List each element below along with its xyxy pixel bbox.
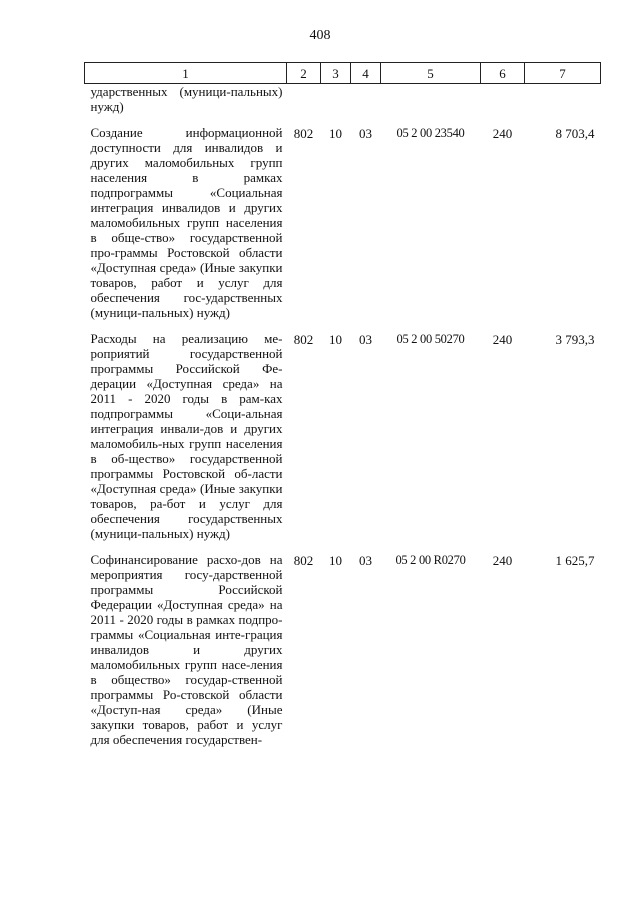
row-col2: 802 <box>293 126 314 141</box>
row-col7: 8 703,4 <box>555 126 595 141</box>
row-description: ударственных (муници-пальных) нужд) <box>90 84 283 114</box>
row-col3 <box>321 84 351 126</box>
row-col6: 240 <box>492 553 513 568</box>
row-col4: 03 <box>359 332 372 347</box>
table-row <box>85 125 601 331</box>
row-col2: 802 <box>293 332 314 347</box>
table-row <box>85 84 601 126</box>
table-header <box>85 63 601 84</box>
row-col5 <box>381 84 481 126</box>
header-col-1: 1 <box>85 63 287 84</box>
row-col4 <box>351 84 381 126</box>
row-col3: 10 <box>329 126 342 141</box>
row-col6 <box>481 84 525 126</box>
header-col-6: 6 <box>481 63 525 84</box>
table-row <box>85 331 601 552</box>
row-col3: 10 <box>329 332 342 347</box>
row-description: Софинансирование расхо-дов на мероприятия госу-дарственной программы Российской Федерации «Доступная среда» на 2011 - 2020 годы в рамках подпро-граммы «Социальная инте-грация инвалидов и других маломобильных групп насе-ления в общество» государ-ственной программы Ро-стовской области «Доступ-ная среда» (Иные закупки товаров, работ и услуг для обеспечения государствен- <box>90 552 283 747</box>
row-col7 <box>525 84 601 126</box>
row-col2: 802 <box>293 553 314 568</box>
row-description: Создание информационной доступности для инвалидов и других маломобильных групп населения в рамках подпрограммы «Социальная интеграция инвалидов и других маломобильных групп населения в обще-ство» государственной про-граммы Ростовской области «Доступная среда» (Иные закупки товаров, работ и услуг для обеспечения гос-ударственных (муници-пальных) нужд) <box>90 125 283 320</box>
row-col3: 10 <box>329 553 342 568</box>
row-col2 <box>287 84 321 126</box>
row-description: Расходы на реализацию ме-роприятий государственной программы Российской Фе-дерации «Доступная среда» на 2011 - 2020 годы в рам-ках подпрограммы «Соци-альная интеграция инвали-дов и других маломобиль-ных групп населения в об-щество» государственной программы Ростовской об-ласти «Доступная среда» (Иные закупки товаров, ра-бот и услуг для обеспечения государственных (муници-пальных) нужд) <box>90 331 283 541</box>
row-col5: 05 2 00 23540 <box>396 126 465 140</box>
row-col6: 240 <box>492 332 513 347</box>
header-col-4: 4 <box>351 63 381 84</box>
row-col4: 03 <box>359 553 372 568</box>
row-col7: 3 793,3 <box>555 332 595 347</box>
header-col-5: 5 <box>381 63 481 84</box>
row-col7: 1 625,7 <box>555 553 595 568</box>
budget-table <box>84 62 601 747</box>
row-col4: 03 <box>359 126 372 141</box>
header-col-2: 2 <box>287 63 321 84</box>
table-row <box>85 552 601 747</box>
page-number: 408 <box>309 28 331 43</box>
header-col-7: 7 <box>525 63 601 84</box>
header-col-3: 3 <box>321 63 351 84</box>
row-col5: 05 2 00 50270 <box>396 332 465 346</box>
row-col5: 05 2 00 R0270 <box>395 553 466 567</box>
row-col6: 240 <box>492 126 513 141</box>
